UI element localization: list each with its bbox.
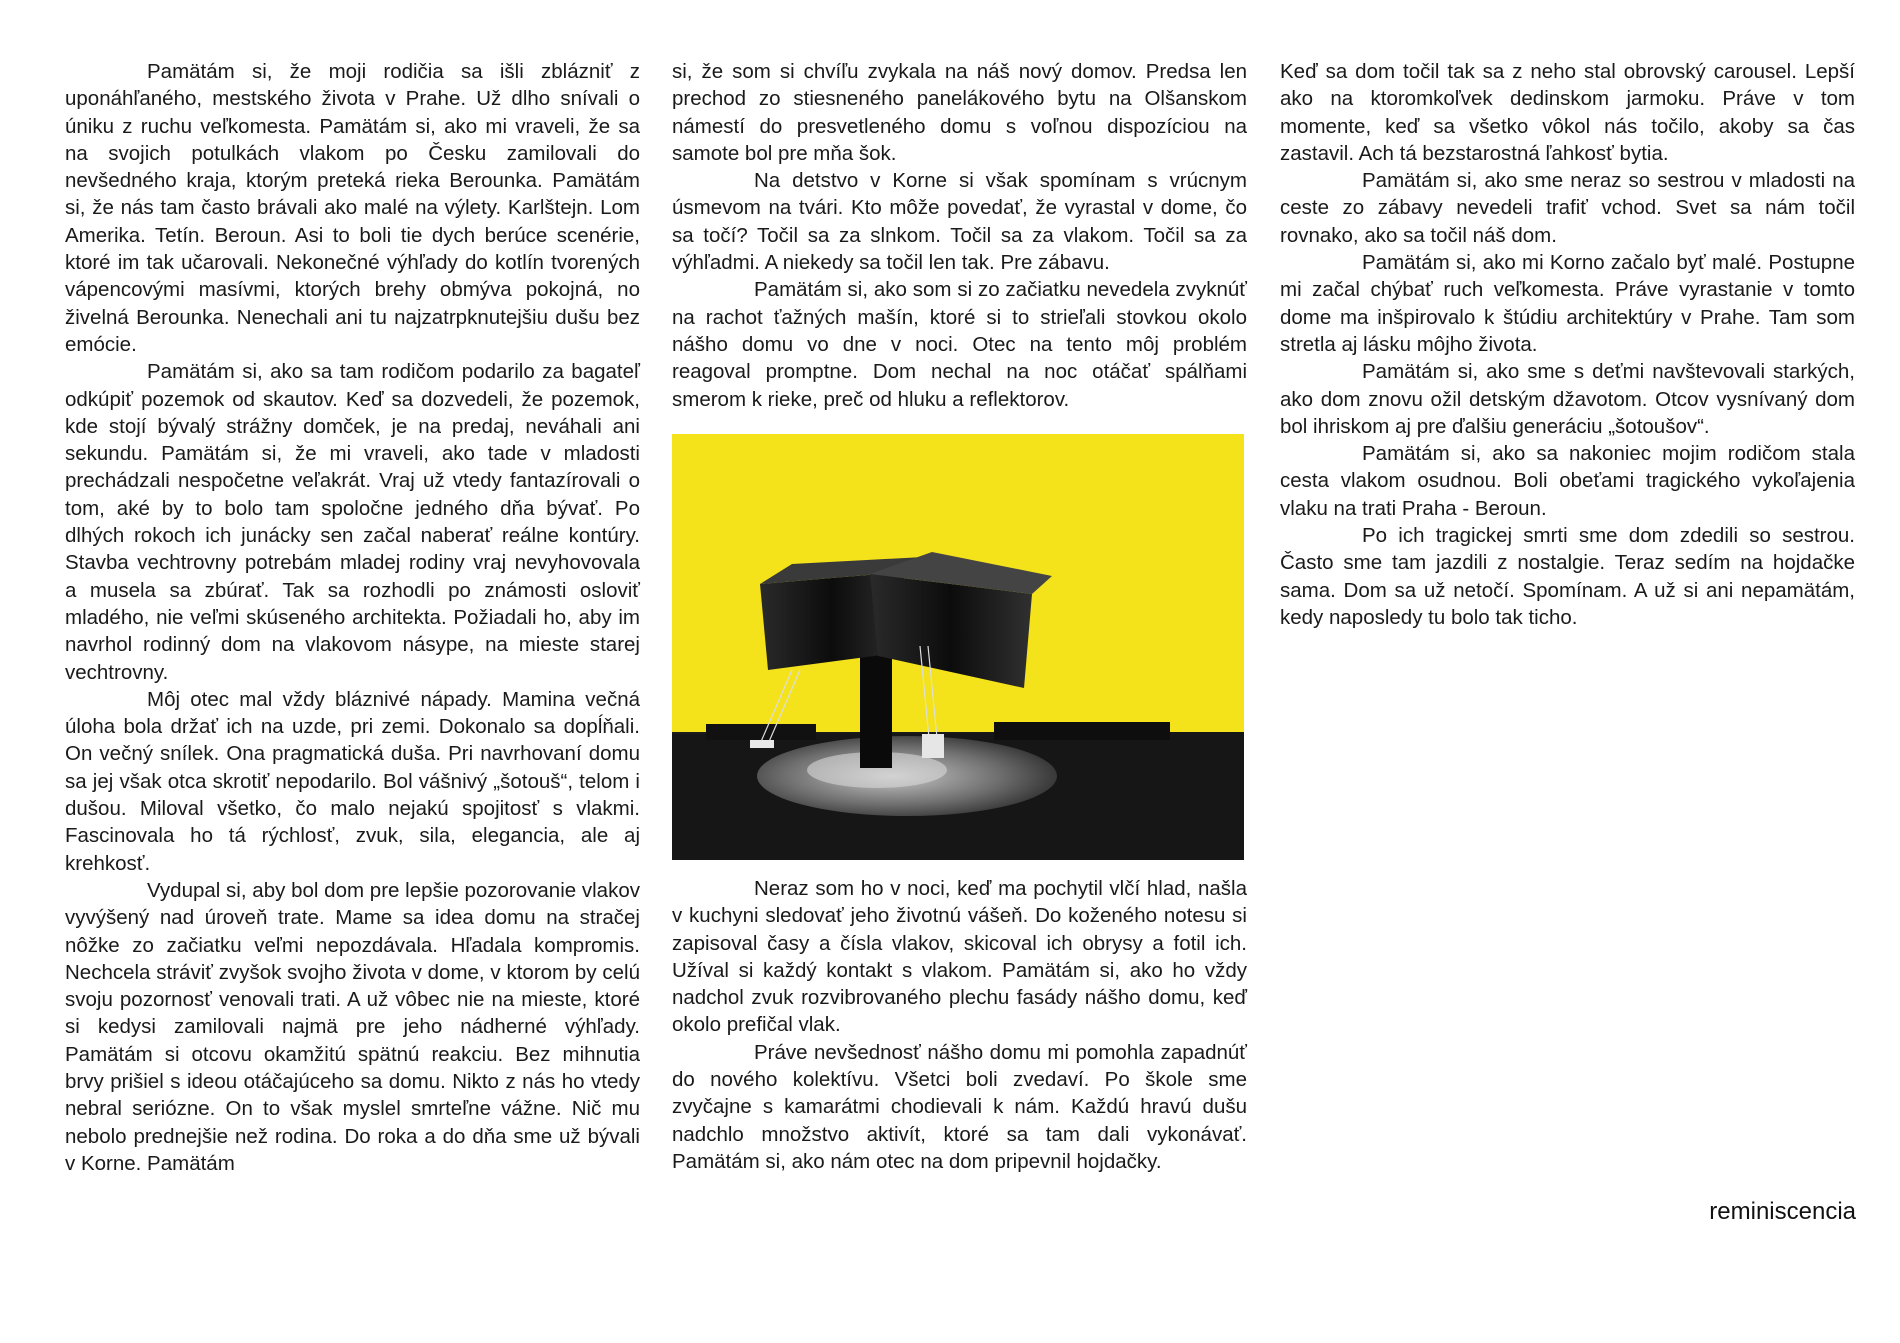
paragraph: Pamätám si, ako sa nakoniec mojim rodičom stala cesta vlakom osudnou. Boli obeťami tragického vykoľajenia vlaku na trati Praha - Beroun. — [1280, 442, 1855, 520]
section-label: reminiscencia — [1709, 1198, 1856, 1225]
paragraph: Po ich tragickej smrti sme dom zdedili so sestrou. Často sme tam jazdili z nostalgie. Teraz sedím na hojdačke sama. Dom sa už netočí. Spomínam. A už si ani nepamätám, kedy naposledy tu bolo tak ticho. — [1280, 524, 1855, 629]
paragraph-continuation: si, že som si chvíľu zvykala na náš nový domov. Predsa len prechod zo stiesneného panelákového bytu na Olšanskom námestí do presvetleného domu s voľnou dispozíciou na samote bol pre mňa šok. — [672, 60, 1247, 165]
text-column-2-top — [672, 58, 1247, 413]
house-illustration — [672, 434, 1244, 860]
paragraph: Pamätám si, ako sme neraz so sestrou v mladosti na ceste zo zábavy nevedeli trafiť vchod. Svet sa nám točil rovnako, ako sa točil náš dom. — [1280, 169, 1855, 247]
paragraph: Pamätám si, že moji rodičia sa išli zblázniť z uponáhľaného, mestského života v Prahe. Už dlho snívali o úniku z ruchu veľkomesta. Pamätám si, ako mi vraveli, že sa na svojich potulkách vlakom po Česku zamilovali do nevšedného kraja, ktorým preteká rieka Berounka. Pamätám si, že nás tam často brávali ako malé na výlety. Karlštejn. Lom Amerika. Tetín. Beroun. Asi to boli tie dych berúce scenérie, ktoré im tak učarovali. Nekonečné výhľady do kotlín tvorených vápencovými masívmi, ktorých brehy obmýva pokojná, no živelná Berounka. Nenechali ani tu najzatrpknutejšiu dušu bez emócie. — [65, 60, 640, 356]
paragraph: Pamätám si, ako sme s deťmi navštevovali starkých, ako dom znovu ožil detským džavotom. Otcov vysnívaný dom bol ihriskom aj pre ďalšiu generáciu „šotoušov“. — [1280, 360, 1855, 438]
paragraph: Môj otec mal vždy bláznivé nápady. Mamina večná úloha bola držať ich na uzde, pri zemi. Dokonalo sa dopĺňali. On večný snílek. Ona pragmatická duša. Pri navrhovaní domu sa jej však otca skrotiť nepodarilo. Bol vášnivý „šotouš“, telom i dušou. Miloval všetko, čo malo nejakú spojitosť s vlakmi. Fascinovala ho tá rýchlosť, zvuk, sila, elegancia, ale aj krehkosť. — [65, 687, 640, 875]
swing-seat-child — [922, 734, 944, 758]
paragraph-continuation: Keď sa dom točil tak sa z neho stal obrovský carousel. Lepší ako na ktoromkoľvek dedinskom jarmoku. Práve v tom momente, keď sa všetko vôkol nás točilo, akoby sa čas zastavil. Ach tá bezstarostná ľahkosť bytia. — [1280, 60, 1855, 165]
swing-seat-child — [750, 740, 774, 748]
text-column-3 — [1280, 58, 1855, 631]
train-car — [994, 722, 1170, 740]
text-column-1 — [65, 58, 640, 1177]
paragraph: Pamätám si, ako mi Korno začalo byť malé. Postupne mi začal chýbať ruch veľkomesta. Práve vyrastanie v tomto dome ma inšpirovalo k štúdiu architektúry v Prahe. Tam som stretla aj lásku môjho života. — [1280, 251, 1855, 356]
support-column — [860, 652, 892, 768]
paragraph: Vydupal si, aby bol dom pre lepšie pozorovanie vlakov vyvýšený nad úroveň trate. Mame sa idea domu na stračej nôžke zo začiatku veľmi nepozdávala. Hľadala kompromis. Nechcela stráviť zvyšok svojho života v dome, v ktorom by celú svoju pozornosť venovali trati. A už vôbec nie na mieste, ktoré si kedysi zamilovali najmä pre jeho nádherné výhľady. Pamätám si otcovu okamžitú spätnú reakciu. Bez mihnutia brvy prišiel s ideou otáčajúceho sa domu. Nikto z nás ho vtedy nebral seriózne. On to však myslel smrteľne vážne. Nič mu nebolo prednejšie než rodina. Do roka a do dňa sme už bývali v Korne. Pamätám — [65, 878, 640, 1175]
text-column-2-bottom — [672, 875, 1247, 1175]
paragraph: Pamätám si, ako som si zo začiatku nevedela zvyknúť na rachot ťažných mašín, ktoré si to strieľali stovkou okolo nášho domu vo dne v noci. Otec na tento môj problém reagoval promptne. Dom nechal na noc otáčať spálňami smerom k rieke, preč od hluku a reflektorov. — [672, 278, 1247, 411]
paragraph: Neraz som ho v noci, keď ma pochytil vlčí hlad, našla v kuchyni sledovať jeho životnú vášeň. Do koženého notesu si zapisoval časy a čísla vlakov, skicoval ich obrysy a fotil ich. Užíval si každý kontakt s vlakom. Pamätám si, ako ho vždy nadchol zvuk rozvibrovaného plechu fasády nášho domu, keď okolo prefičal vlak. — [672, 877, 1247, 1037]
paragraph: Na detstvo v Korne si však spomínam s vrúcnym úsmevom na tvári. Kto môže povedať, že vyrastal v dome, čo sa točí? Točil sa za slnkom. Točil sa za vlakom. Točil sa za výhľadmi. A niekedy sa točil len tak. Pre zábavu. — [672, 169, 1247, 275]
rotating-house-render — [672, 434, 1244, 860]
paragraph: Pamätám si, ako sa tam rodičom podarilo za bagateľ odkúpiť pozemok od skautov. Keď sa dozvedeli, že pozemok, kde stojí bývalý strážny domček, je na predaj, neváhali ani sekundu. Pamätám si, že mi vraveli, ako tade v mladosti prechádzali nespočetne veľakrát. Vraj už vtedy fantazírovali o tom, aké by to bolo tam spoločne jedného dňa bývať. Po dlhých rokoch ich junácky sen začal naberať reálne kontúry. Stavba vechtrovny potrebám mladej rodiny vraj nevyhovovala a musela sa zbúrať. Tak sa rozhodli po známosti osloviť mladého, nie veľmi skúseného architekta. Požiadali ho, aby im navrhol rodinný dom na vlakovom násype, na mieste starej vechtrovny. — [65, 360, 640, 684]
paragraph: Práve nevšednosť nášho domu mi pomohla zapadnúť do nového kolektívu. Všetci boli zvedaví. Po škole sme zvyčajne s kamarátmi chodievali k nám. Každú hravú dušu nadchlo množstvo aktivít, ktoré sa tam dali vykonávať. Pamätám si, ako nám otec na dom pripevnil hojdačky. — [672, 1040, 1247, 1173]
embankment — [706, 724, 816, 740]
